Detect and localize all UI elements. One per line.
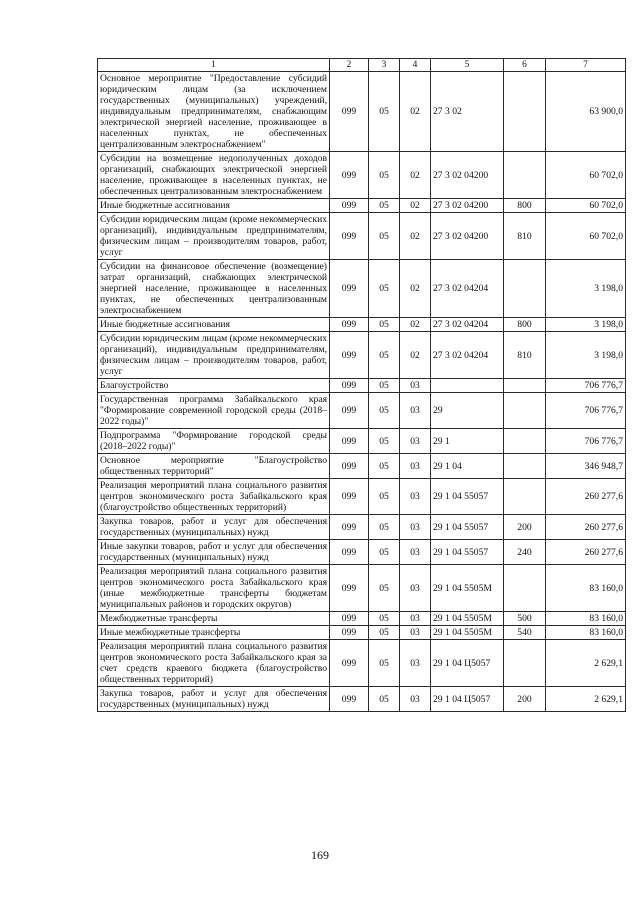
row-vr: 810 xyxy=(504,213,546,260)
row-rz: 05 xyxy=(369,152,400,199)
row-gr: 099 xyxy=(330,72,369,152)
row-vr: 500 xyxy=(504,612,546,626)
row-pr: 03 xyxy=(400,565,431,612)
row-pr: 03 xyxy=(400,393,431,429)
row-name: Иные закупки товаров, работ и услуг для обеспечения государственных (муниципальных) нужд xyxy=(98,540,330,565)
row-vr xyxy=(504,429,546,454)
table-row xyxy=(98,454,626,479)
row-pr: 03 xyxy=(400,479,431,515)
table-row xyxy=(98,640,626,687)
row-name: Субсидии юридическим лицам (кроме некоммерческих организаций), индивидуальным предпринимателям, физическим лицам – производителям товаров, работ, услуг xyxy=(98,332,330,379)
row-rz: 05 xyxy=(369,72,400,152)
table-row xyxy=(98,332,626,379)
row-rz: 05 xyxy=(369,515,400,540)
row-sum: 3 198,0 xyxy=(546,332,626,379)
header-col-3: 3 xyxy=(369,59,400,72)
row-csr: 27 3 02 04200 xyxy=(431,199,504,213)
row-pr: 02 xyxy=(400,199,431,213)
row-sum: 260 277,6 xyxy=(546,515,626,540)
row-gr: 099 xyxy=(330,393,369,429)
row-rz: 05 xyxy=(369,260,400,318)
row-sum: 60 702,0 xyxy=(546,152,626,199)
row-rz: 05 xyxy=(369,199,400,213)
table-body xyxy=(98,59,626,712)
row-vr: 810 xyxy=(504,332,546,379)
row-sum: 83 160,0 xyxy=(546,612,626,626)
row-csr: 29 1 04 55057 xyxy=(431,540,504,565)
header-col-2: 2 xyxy=(330,59,369,72)
header-col-4: 4 xyxy=(400,59,431,72)
row-sum: 83 160,0 xyxy=(546,626,626,640)
row-rz: 05 xyxy=(369,332,400,379)
table-row xyxy=(98,565,626,612)
row-sum: 2 629,1 xyxy=(546,687,626,712)
row-name: Подпрограмма "Формирование городской среды (2018–2022 годы)" xyxy=(98,429,330,454)
row-rz: 05 xyxy=(369,318,400,332)
row-csr: 27 3 02 xyxy=(431,72,504,152)
row-csr xyxy=(431,379,504,393)
row-name: Государственная программа Забайкальского края "Формирование современной городской среды (2018–2022 годы)" xyxy=(98,393,330,429)
row-gr: 099 xyxy=(330,318,369,332)
row-pr: 02 xyxy=(400,260,431,318)
row-name: Закупка товаров, работ и услуг для обеспечения государственных (муниципальных) нужд xyxy=(98,687,330,712)
row-pr: 03 xyxy=(400,429,431,454)
header-col-1: 1 xyxy=(98,59,330,72)
row-rz: 05 xyxy=(369,626,400,640)
row-name: Иные бюджетные ассигнования xyxy=(98,318,330,332)
row-gr: 099 xyxy=(330,454,369,479)
row-rz: 05 xyxy=(369,429,400,454)
table-row xyxy=(98,687,626,712)
row-pr: 03 xyxy=(400,612,431,626)
row-vr: 240 xyxy=(504,540,546,565)
row-vr: 200 xyxy=(504,515,546,540)
row-rz: 05 xyxy=(369,565,400,612)
row-rz: 05 xyxy=(369,393,400,429)
row-pr: 03 xyxy=(400,626,431,640)
row-pr: 02 xyxy=(400,72,431,152)
row-gr: 099 xyxy=(330,260,369,318)
row-sum: 60 702,0 xyxy=(546,213,626,260)
row-pr: 03 xyxy=(400,454,431,479)
row-csr: 27 3 02 04204 xyxy=(431,332,504,379)
row-sum: 260 277,6 xyxy=(546,479,626,515)
row-gr: 099 xyxy=(330,565,369,612)
row-csr: 27 3 02 04200 xyxy=(431,152,504,199)
row-pr: 03 xyxy=(400,640,431,687)
row-pr: 03 xyxy=(400,379,431,393)
header-col-5: 5 xyxy=(431,59,504,72)
row-vr xyxy=(504,479,546,515)
row-rz: 05 xyxy=(369,612,400,626)
row-gr: 099 xyxy=(330,429,369,454)
row-pr: 03 xyxy=(400,540,431,565)
row-vr xyxy=(504,393,546,429)
row-name: Иные бюджетные ассигнования xyxy=(98,199,330,213)
row-name: Основное мероприятие "Предоставление субсидий юридическим лицам (за исключением государственных (муниципальных) учреждений, индивидуальным предпринимателям, снабжающим электрической энергией население, проживающее в населенных пунктах, не обеспеченных централизованным электроснабжением" xyxy=(98,72,330,152)
row-sum: 60 702,0 xyxy=(546,199,626,213)
row-name: Реализация мероприятий плана социального развития центров экономического роста Забайкальского края (иные межбюджетные трансферты бюджетам муниципальных районов и городских округов) xyxy=(98,565,330,612)
row-name: Субсидии юридическим лицам (кроме некоммерческих организаций), индивидуальным предпринимателям, физическим лицам – производителям товаров, работ, услуг xyxy=(98,213,330,260)
row-gr: 099 xyxy=(330,640,369,687)
row-csr: 29 1 04 5505М xyxy=(431,626,504,640)
row-vr xyxy=(504,152,546,199)
row-gr: 099 xyxy=(330,479,369,515)
row-name: Реализация мероприятий плана социального развития центров экономического роста Забайкальского края (благоустройство общественных территорий) xyxy=(98,479,330,515)
row-sum: 706 776,7 xyxy=(546,379,626,393)
row-vr xyxy=(504,565,546,612)
row-vr xyxy=(504,260,546,318)
row-csr: 27 3 02 04200 xyxy=(431,213,504,260)
row-rz: 05 xyxy=(369,213,400,260)
row-name: Благоустройство xyxy=(98,379,330,393)
row-gr: 099 xyxy=(330,199,369,213)
row-rz: 05 xyxy=(369,687,400,712)
row-pr: 02 xyxy=(400,213,431,260)
row-csr: 27 3 02 04204 xyxy=(431,260,504,318)
row-pr: 03 xyxy=(400,515,431,540)
table-row xyxy=(98,612,626,626)
row-vr: 800 xyxy=(504,199,546,213)
row-pr: 02 xyxy=(400,152,431,199)
row-vr: 200 xyxy=(504,687,546,712)
row-csr: 29 1 04 Ц5057 xyxy=(431,687,504,712)
row-sum: 706 776,7 xyxy=(546,393,626,429)
row-name: Иные межбюджетные трансферты xyxy=(98,626,330,640)
row-name: Основное мероприятие "Благоустройство общественных территорий" xyxy=(98,454,330,479)
row-csr: 29 1 04 55057 xyxy=(431,479,504,515)
page-number: 169 xyxy=(311,848,329,862)
row-vr xyxy=(504,72,546,152)
row-gr: 099 xyxy=(330,515,369,540)
table-row xyxy=(98,626,626,640)
table-row xyxy=(98,379,626,393)
row-sum: 706 776,7 xyxy=(546,429,626,454)
row-sum: 260 277,6 xyxy=(546,540,626,565)
row-vr xyxy=(504,640,546,687)
header-col-7: 7 xyxy=(546,59,626,72)
row-csr: 27 3 02 04204 xyxy=(431,318,504,332)
row-name: Закупка товаров, работ и услуг для обеспечения государственных (муниципальных) нужд xyxy=(98,515,330,540)
row-gr: 099 xyxy=(330,540,369,565)
row-pr: 03 xyxy=(400,687,431,712)
row-sum: 3 198,0 xyxy=(546,260,626,318)
row-name: Субсидии на возмещение недополученных доходов организаций, снабжающих электрической энергией население, проживающее в населенных пунктах, не обеспеченных централизованным электроснабжением xyxy=(98,152,330,199)
table-row xyxy=(98,213,626,260)
row-csr: 29 1 04 5505М xyxy=(431,565,504,612)
table-row xyxy=(98,479,626,515)
table-row xyxy=(98,72,626,152)
row-vr: 540 xyxy=(504,626,546,640)
row-sum: 83 160,0 xyxy=(546,565,626,612)
row-pr: 02 xyxy=(400,318,431,332)
budget-table xyxy=(97,58,626,712)
row-gr: 099 xyxy=(330,612,369,626)
row-sum: 346 948,7 xyxy=(546,454,626,479)
row-vr xyxy=(504,454,546,479)
table-row xyxy=(98,152,626,199)
row-csr: 29 1 04 5505М xyxy=(431,612,504,626)
row-gr: 099 xyxy=(330,626,369,640)
row-rz: 05 xyxy=(369,454,400,479)
table-header-row xyxy=(98,59,626,72)
row-gr: 099 xyxy=(330,213,369,260)
table-row xyxy=(98,199,626,213)
row-gr: 099 xyxy=(330,379,369,393)
row-sum: 3 198,0 xyxy=(546,318,626,332)
row-gr: 099 xyxy=(330,332,369,379)
row-pr: 02 xyxy=(400,332,431,379)
table-row xyxy=(98,540,626,565)
row-name: Реализация мероприятий плана социального развития центров экономического роста Забайкальского края за счет средств краевого бюджета (благоустройство общественных территорий) xyxy=(98,640,330,687)
row-csr: 29 1 xyxy=(431,429,504,454)
row-vr: 800 xyxy=(504,318,546,332)
row-name: Межбюджетные трансферты xyxy=(98,612,330,626)
row-rz: 05 xyxy=(369,640,400,687)
table-row xyxy=(98,393,626,429)
row-rz: 05 xyxy=(369,479,400,515)
row-rz: 05 xyxy=(369,379,400,393)
table-row xyxy=(98,429,626,454)
table-row xyxy=(98,260,626,318)
row-gr: 099 xyxy=(330,687,369,712)
row-rz: 05 xyxy=(369,540,400,565)
row-sum: 2 629,1 xyxy=(546,640,626,687)
row-vr xyxy=(504,379,546,393)
row-csr: 29 1 04 55057 xyxy=(431,515,504,540)
table-row xyxy=(98,515,626,540)
table-row xyxy=(98,318,626,332)
row-csr: 29 1 04 Ц5057 xyxy=(431,640,504,687)
header-col-6: 6 xyxy=(504,59,546,72)
row-sum: 63 900,0 xyxy=(546,72,626,152)
row-csr: 29 xyxy=(431,393,504,429)
row-gr: 099 xyxy=(330,152,369,199)
row-csr: 29 1 04 xyxy=(431,454,504,479)
row-name: Субсидии на финансовое обеспечение (возмещение) затрат организаций, снабжающих электрической энергией население, проживающее в населенных пунктах, не обеспеченных централизованным электроснабжением xyxy=(98,260,330,318)
